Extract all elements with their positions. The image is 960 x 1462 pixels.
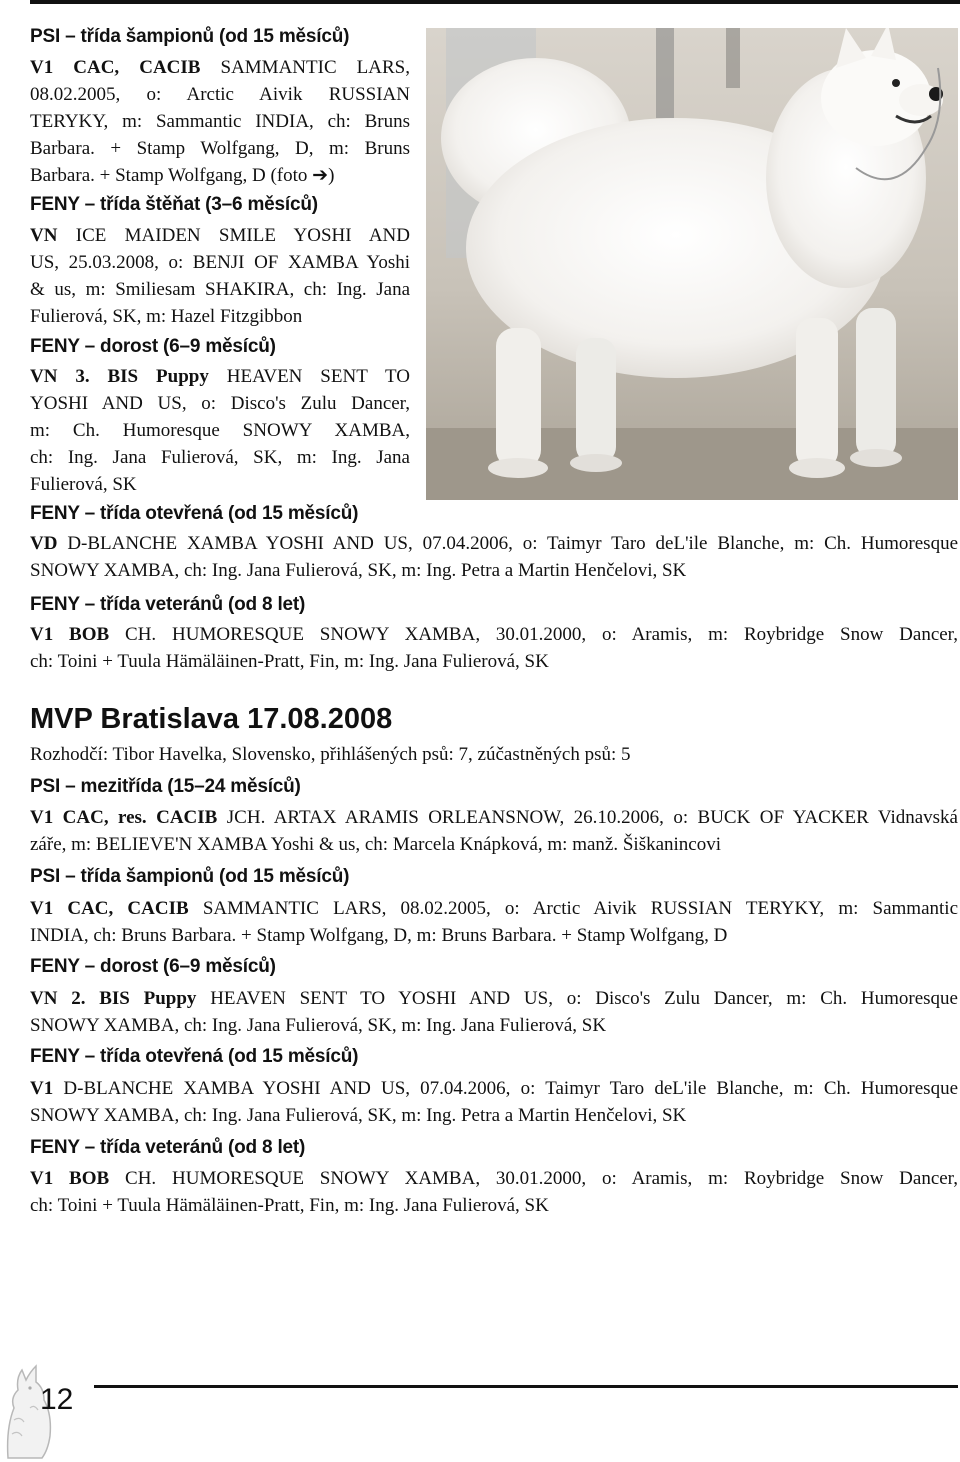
heading-feny-veterani: FENY – třída veteránů (od 8 let)	[30, 594, 306, 615]
entry-feny-otevrena	[30, 530, 958, 584]
entry-line: US, 25.03.2008, o: BENJI OF XAMBA Yoshi	[30, 252, 410, 273]
entry-line: ICE MAIDEN SMILE YOSHI AND	[75, 225, 410, 246]
top-rule	[30, 0, 960, 4]
entry-feny-veterani-2	[30, 1165, 958, 1219]
entry-line: záře, m: BELIEVE'N XAMBA Yoshi & us, ch: Marcela Knápková, m: manž. Šiškanincovi	[30, 834, 722, 855]
entry-feny-otevrena-2	[30, 1075, 958, 1129]
heading-feny-veterani-2: FENY – třída veteránů (od 8 let)	[30, 1137, 306, 1158]
award-label: V1	[30, 1078, 54, 1099]
award-label: V1 BOB	[30, 1168, 110, 1189]
heading-psi-mezitrida: PSI – mezitřída (15–24 měsíců)	[30, 776, 301, 797]
entry-line: Fulierová, SK, m: Hazel Fitzgibbon	[30, 306, 303, 327]
entry-line: CH. HUMORESQUE SNOWY XAMBA, 30.01.2000, o: Aramis, m: Roybridge Snow Dancer,	[125, 624, 958, 645]
entry-feny-stenata	[30, 222, 410, 330]
entry-line: SAMMANTIC LARS,	[220, 57, 410, 78]
entry-feny-veterani	[30, 621, 958, 675]
award-label: VD	[30, 533, 58, 554]
entry-feny-dorost	[30, 363, 410, 498]
entry-line: ch: Toini + Tuula Hämäläinen-Pratt, Fin, m: Ing. Jana Fulierová, SK	[30, 1195, 549, 1216]
entry-line: TERYKY, m: Sammantic INDIA, ch: Bruns	[30, 111, 410, 132]
entry-line: JCH. ARTAX ARAMIS ORLEANSNOW, 26.10.2006, o: BUCK OF YACKER Vidnavská	[226, 807, 958, 828]
heading-psi-sampioni: PSI – třída šampionů (od 15 měsíců)	[30, 26, 350, 47]
entry-line: HEAVEN SENT TO	[226, 366, 410, 387]
page-number: 12	[40, 1383, 74, 1416]
dog-photo	[426, 28, 958, 500]
entry-line: INDIA, ch: Bruns Barbara. + Stamp Wolfgang, D, m: Bruns Barbara. + Stamp Wolfgang, D	[30, 925, 728, 946]
entry-line: m: Ch. Humoresque SNOWY XAMBA,	[30, 420, 410, 441]
judge-line: Rozhodčí: Tibor Havelka, Slovensko, přihlášených psů: 7, zúčastněných psů: 5	[30, 744, 631, 765]
award-label: V1 CAC, CACIB	[30, 57, 201, 78]
heading-feny-dorost: FENY – dorost (6–9 měsíců)	[30, 336, 276, 357]
entry-line: HEAVEN SENT TO YOSHI AND US, o: Disco's Zulu Dancer, m: Ch. Humoresque	[210, 988, 958, 1009]
entry-line: SNOWY XAMBA, ch: Ing. Jana Fulierová, SK, m: Ing. Jana Fulierová, SK	[30, 1015, 607, 1036]
award-label: VN 2. BIS Puppy	[30, 988, 197, 1009]
entry-line: D-BLANCHE XAMBA YOSHI AND US, 07.04.2006, o: Taimyr Taro deL'ile Blanche, m: Ch. Humoresque	[67, 533, 959, 554]
entry-line: CH. HUMORESQUE SNOWY XAMBA, 30.01.2000, o: Aramis, m: Roybridge Snow Dancer,	[125, 1168, 958, 1189]
entry-psi-sampioni	[30, 54, 410, 189]
entry-feny-dorost-2	[30, 985, 958, 1039]
entry-line: SAMMANTIC LARS, 08.02.2005, o: Arctic Aivik RUSSIAN TERYKY, m: Sammantic	[202, 898, 959, 919]
samoyed-dog-illustration	[426, 28, 958, 500]
award-label: V1 BOB	[30, 624, 110, 645]
entry-psi-sampioni-2	[30, 895, 958, 949]
award-label: V1 CAC, CACIB	[30, 898, 189, 919]
entry-line: D-BLANCHE XAMBA YOSHI AND US, 07.04.2006, o: Taimyr Taro deL'ile Blanche, m: Ch. Humoresque	[63, 1078, 958, 1099]
entry-psi-mezitrida	[30, 804, 958, 858]
entry-line: ch: Ing. Jana Fulierová, SK, m: Ing. Jana	[30, 447, 410, 468]
entry-line: SNOWY XAMBA, ch: Ing. Jana Fulierová, SK, m: Ing. Petra a Martin Henčelovi, SK	[30, 1105, 687, 1126]
entry-line: & us, m: Smiliesam SHAKIRA, ch: Ing. Jana	[30, 279, 410, 300]
award-label: V1 CAC, res. CACIB	[30, 807, 218, 828]
entry-line: 08.02.2005, o: Arctic Aivik RUSSIAN	[30, 84, 410, 105]
heading-feny-stenata: FENY – třída štěňat (3–6 měsíců)	[30, 194, 318, 215]
entry-line: YOSHI AND US, o: Disco's Zulu Dancer,	[30, 393, 410, 414]
entry-line: Barbara. + Stamp Wolfgang, D, m: Bruns	[30, 138, 410, 159]
entry-line: SNOWY XAMBA, ch: Ing. Jana Fulierová, SK, m: Ing. Petra a Martin Henčelovi, SK	[30, 560, 687, 581]
section-title: MVP Bratislava 17.08.2008	[30, 703, 393, 735]
heading-feny-otevrena: FENY – třída otevřená (od 15 měsíců)	[30, 503, 359, 524]
award-label: VN	[30, 225, 58, 246]
bottom-rule	[94, 1385, 958, 1388]
heading-feny-otevrena-2: FENY – třída otevřená (od 15 měsíců)	[30, 1046, 359, 1067]
entry-line: Barbara. + Stamp Wolfgang, D (foto ➔)	[30, 165, 335, 186]
heading-feny-dorost-2: FENY – dorost (6–9 měsíců)	[30, 956, 276, 977]
heading-psi-sampioni-2: PSI – třída šampionů (od 15 měsíců)	[30, 866, 350, 887]
award-label: VN 3. BIS Puppy	[30, 366, 209, 387]
entry-line: Fulierová, SK	[30, 474, 137, 495]
entry-line: ch: Toini + Tuula Hämäläinen-Pratt, Fin, m: Ing. Jana Fulierová, SK	[30, 651, 549, 672]
